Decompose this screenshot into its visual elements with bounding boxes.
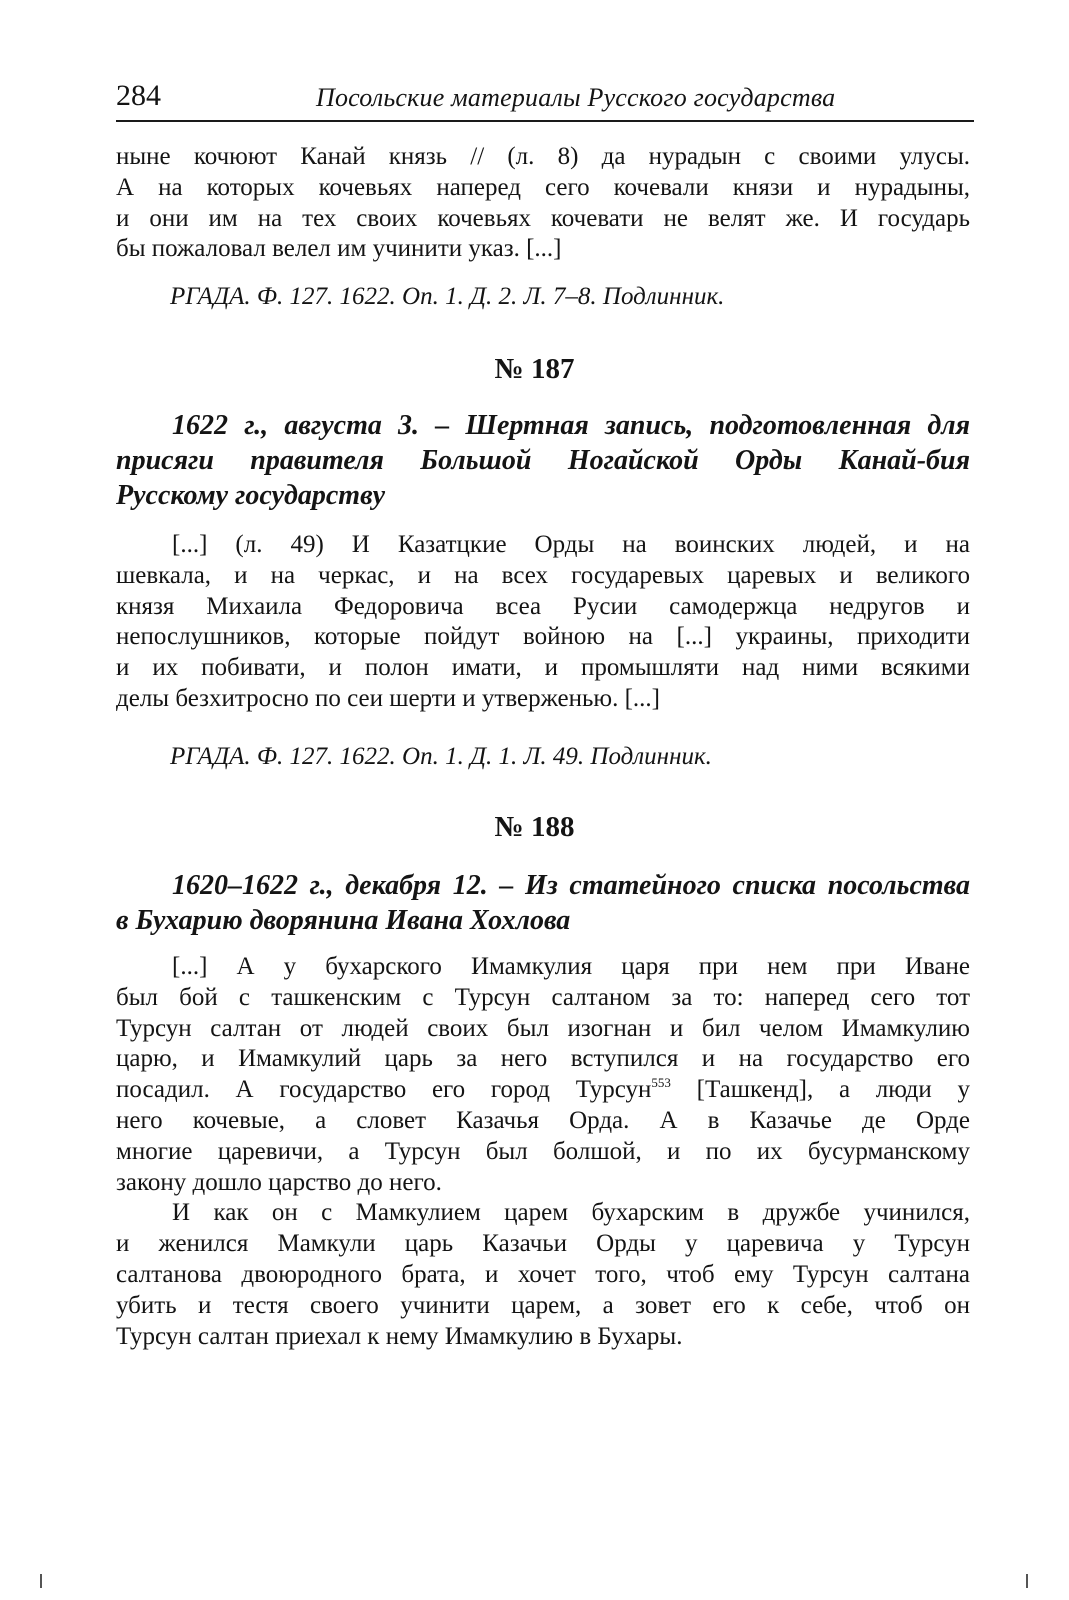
text-line xyxy=(116,1075,970,1106)
heading-line: присяги правителя Большой Ногайской Орды Канай-бия xyxy=(116,445,970,476)
text-line: царю, и Имамкулий царь за него вступился и на государство его xyxy=(116,1045,970,1073)
text-line: И как он с Мамкулием царем бухарским в дружбе учинился, xyxy=(172,1199,970,1227)
heading-line: Русскому государству xyxy=(116,480,386,511)
heading-line: 1620–1622 г., декабря 12. – Из статейного списка посольства xyxy=(172,870,970,901)
footnote-ref: 553 xyxy=(651,1075,671,1091)
text-line: [...] А у бухарского Имамкулия царя при нем при Иване xyxy=(172,953,970,980)
archive-citation: РГАДА. Ф. 127. 1622. Оп. 1. Д. 1. Л. 49. Подлинник. xyxy=(170,743,712,770)
text-line: [...] (л. 49) И Казатцкие Орды на воинских людей, и на xyxy=(172,531,970,558)
text-line: ныне кочюют Канай князь // (л. 8) да нурадын с своими улусы. xyxy=(116,143,970,170)
text-line: бы пожаловал велел им учинити указ. [...] xyxy=(116,235,562,263)
text-line: и они им на тех своих кочевьях кочевати не велят же. И государь xyxy=(116,204,970,232)
text-line: салтанова двоюродного брата, и хочет того, чтоб ему Турсун салтана xyxy=(116,1260,970,1288)
running-title: Посольские материалы Русского государства xyxy=(316,83,836,112)
text-line: закону дошло царство до него. xyxy=(116,1168,442,1196)
text-line: и женился Мамкули царь Казачьи Орды у царевича у Турсун xyxy=(116,1230,970,1258)
text-line: делы безхитросно по сеи шерти и утверженью. [...] xyxy=(116,684,660,712)
document-heading xyxy=(116,868,970,938)
text-line: князя Михаила Федоровича всеа Русии самодержца недругов и xyxy=(116,592,970,620)
heading-line: 1622 г., августа 3. – Шертная запись, подготовленная для xyxy=(172,410,970,441)
text-line: непослушников, которые пойдут войною на [...] украины, приходити xyxy=(116,623,970,651)
text-line: него кочевые, а словет Казачья Орда. А в Казачье де Орде xyxy=(116,1106,970,1134)
scan-edge-mark xyxy=(1026,1574,1028,1588)
text-line: убить и тестя своего учинити царем, а зовет его к себе, чтоб он xyxy=(116,1291,970,1319)
document-text xyxy=(116,952,970,1352)
text-line: А на которых кочевьях наперед сего кочевали князи и нурадыны, xyxy=(116,173,970,201)
text-segment: посадил. А государство его город Турсун xyxy=(116,1076,652,1104)
text-line: шевкала, и на черкас, и на всех государевых царевых и великого xyxy=(116,561,970,589)
text-line: многие царевичи, а Турсун был болшой, и по их бусурманскому xyxy=(116,1137,970,1165)
text-line: Турсун салтан приехал к нему Имамкулию в Бухары. xyxy=(116,1322,683,1350)
document-heading xyxy=(116,408,970,513)
document-number: № 188 xyxy=(494,811,575,843)
text-line: и их побивати, и полон имати, и промышляти над ними всякими xyxy=(116,654,970,682)
heading-line: в Бухарию дворянина Ивана Хохлова xyxy=(116,905,571,936)
page-number: 284 xyxy=(116,79,161,112)
document-text xyxy=(116,530,970,715)
page-header xyxy=(116,76,974,122)
text-line: Турсун салтан от людей своих был изогнан и бил челом Имамкулию xyxy=(116,1014,970,1042)
archive-citation: РГАДА. Ф. 127. 1622. Оп. 1. Д. 2. Л. 7–8. Подлинник. xyxy=(170,283,725,310)
intro-paragraph xyxy=(116,142,970,265)
scan-edge-mark xyxy=(40,1574,42,1588)
document-number: № 187 xyxy=(494,353,575,385)
text-segment: [Ташкенд], а люди у xyxy=(670,1076,970,1104)
text-line: был бой с ташкенским с Турсун салтаном за то: наперед сего тот xyxy=(116,983,970,1011)
